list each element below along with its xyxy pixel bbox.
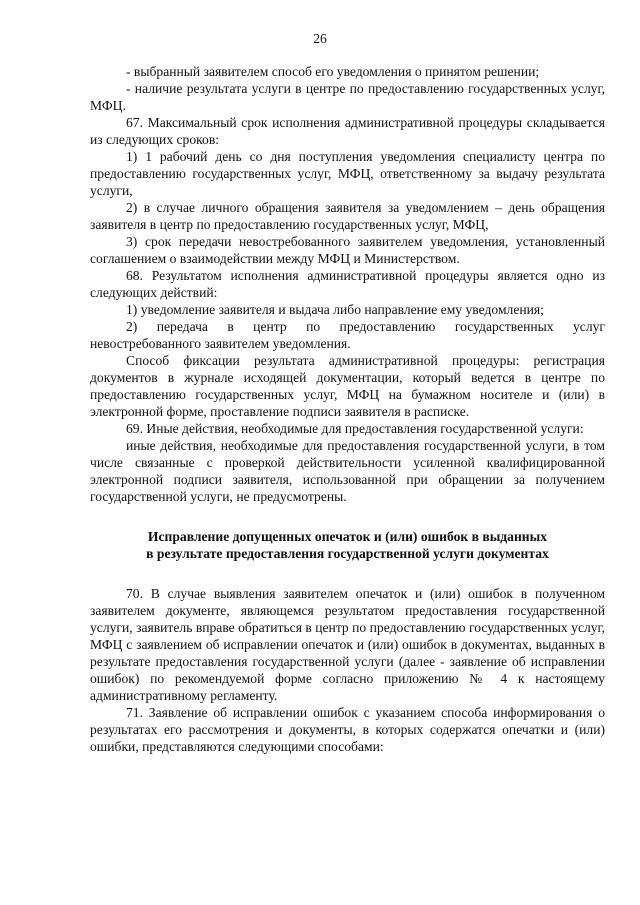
paragraph: 2) в случае личного обращения заявителя за уведомлением – день обращения заявителя в центр по предоставлению государственных услуг, МФЦ, (90, 200, 605, 232)
paragraph: - наличие результата услуги в центре по предоставлению государственных услуг, МФЦ. (90, 81, 605, 113)
section-heading-line-2: в результате предоставления государственной услуги документах (146, 546, 549, 561)
spacer (90, 505, 605, 528)
paragraph: 3) срок передачи невостребованного заявителем уведомления, установленный соглашением о взаимодействии между МФЦ и Министерством. (90, 234, 605, 266)
document-body (90, 63, 605, 755)
paragraph-70: 70. В случае выявления заявителем опечаток и (или) ошибок в полученном заявителем документе, являющемся результатом предоставления государственной услуги, заявитель вправе обратиться в центр по предоставлению государственных услуг, МФЦ с заявлением об исправлении опечаток и (или) ошибок в документах, выданных в результате предоставления государственной услуги (далее - заявление об исправлении ошибок) по рекомендуемой форме согласно приложению № 4 к настоящему административному регламенту. (90, 586, 605, 703)
paragraph: 2) передача в центр по предоставлению государственных услуг невостребованного заявителем уведомления. (90, 319, 605, 351)
paragraph-69: 69. Иные действия, необходимые для предоставления государственной услуги: (126, 421, 584, 436)
paragraph-71: 71. Заявление об исправлении ошибок с указанием способа информирования о результатах его рассмотрения и документы, в которых содержатся опечатки и (или) ошибки, представляются следующими способами: (90, 705, 605, 754)
paragraph: иные действия, необходимые для предоставления государственной услуги, в том числе связанные с проверкой действительности усиленной квалифицированной электронной подписи заявителя, использованной при обращении за получением государственной услуги, не предусмотрены. (90, 438, 605, 504)
paragraph: 1) уведомление заявителя и выдача либо направление ему уведомления; (126, 302, 544, 317)
spacer (90, 562, 605, 585)
paragraph: 1) 1 рабочий день со дня поступления уведомления специалисту центра по предоставлению государственных услуг, МФЦ, ответственному за выдачу результата услуги, (90, 149, 605, 198)
paragraph: Способ фиксации результата административной процедуры: регистрация документов в журнале исходящей документации, который ведется в центре по предоставлению государственных услуг, МФЦ на бумажном носителе и (или) в электронной форме, проставление подписи заявителя в расписке. (90, 353, 605, 419)
paragraph: - выбранный заявителем способ его уведомления о принятом решении; (126, 64, 540, 79)
paragraph-68: 68. Результатом исполнения административной процедуры является одно из следующих действий: (90, 268, 605, 300)
paragraph-67: 67. Максимальный срок исполнения административной процедуры складывается из следующих сроков: (90, 115, 605, 147)
section-heading-line-1: Исправление допущенных опечаток и (или) ошибок в выданных (147, 529, 548, 544)
page-number: 26 (313, 31, 327, 46)
